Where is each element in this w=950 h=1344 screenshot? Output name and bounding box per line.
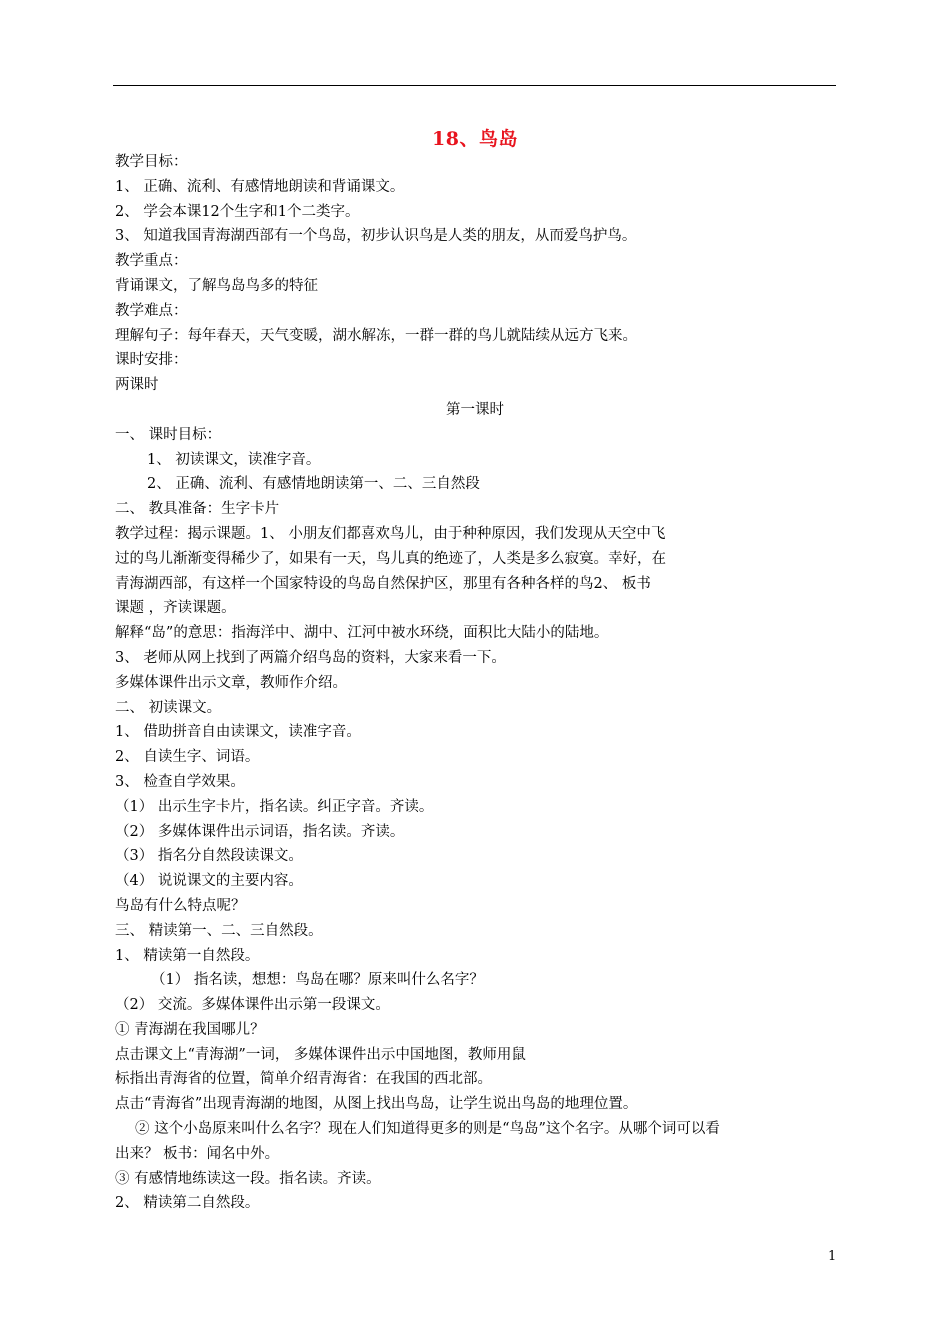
body-line: 3、 知道我国青海湖西部有一个鸟岛，初步认识鸟是人类的朋友，从而爱鸟护鸟。 — [115, 228, 637, 245]
body-line: 第一课时 — [446, 401, 504, 418]
body-line: 2、 自读生字、词语。 — [115, 749, 260, 766]
body-line: 标指出青海省的位置，简单介绍青海省：在我国的西北部。 — [115, 1071, 492, 1088]
body-line: 1、 正确、流利、有感情地朗读和背诵课文。 — [115, 178, 405, 195]
body-line: 鸟岛有什么特点呢？ — [115, 897, 246, 914]
body-line: 过的鸟儿渐渐变得稀少了，如果有一天，鸟儿真的绝迹了，人类是多么寂寞。幸好，在 — [115, 550, 666, 567]
body-line: 两课时 — [115, 377, 159, 394]
body-line: 点击“青海省”出现青海湖的地图，从图上找出鸟岛，让学生说出鸟岛的地理位置。 — [115, 1096, 638, 1113]
body-line: （3） 指名分自然段读课文。 — [115, 848, 303, 865]
body-line: （2） 多媒体课件出示词语，指名读。齐读。 — [115, 823, 405, 840]
body-line: 解释“岛”的意思：指海洋中、湖中、江河中被水环绕，面积比大陆小的陆地。 — [115, 625, 609, 642]
body-line: 二、 教具准备：生字卡片 — [115, 501, 280, 518]
body-line: ③ 有感情地练读这一段。指名读。齐读。 — [115, 1170, 381, 1187]
body-line: 教学重点： — [115, 253, 188, 270]
body-line: （4） 说说课文的主要内容。 — [115, 873, 303, 890]
body-line: 青海湖西部，有这样一个国家特设的鸟岛自然保护区，那里有各种各样的鸟2、 板书 — [115, 575, 651, 592]
body-line: 教学目标： — [115, 154, 188, 170]
body-line: 2、 学会本课12个生字和1个二类字。 — [115, 203, 360, 220]
body-line: 点击课文上“青海湖”一词， 多媒体课件出示中国地图，教师用鼠 — [115, 1046, 526, 1063]
body-line: 出来？ 板书：闻名中外。 — [115, 1145, 280, 1162]
body-line: 三、 精读第一、二、三自然段。 — [115, 922, 323, 939]
body-line: 3、 检查自学效果。 — [115, 773, 245, 790]
document-title: 18、鸟岛 — [432, 128, 518, 150]
body-line: 2、 精读第二自然段。 — [115, 1195, 260, 1212]
body-line: 背诵课文，了解鸟岛鸟多的特征 — [115, 277, 318, 294]
body-line: （1） 出示生字卡片，指名读。纠正字音。齐读。 — [115, 798, 434, 815]
page-number: 1 — [828, 1249, 837, 1264]
body-line: ① 青海湖在我国哪儿？ — [115, 1021, 265, 1038]
body-line: ② 这个小岛原来叫什么名字？现在人们知道得更多的则是“鸟岛”这个名字。从哪个词可以看 — [135, 1121, 720, 1138]
body-line: 多媒体课件出示文章，教师作介绍。 — [115, 674, 347, 691]
body-line: （1） 指名读，想想：鸟岛在哪？原来叫什么名字？ — [151, 972, 484, 989]
document-body — [115, 150, 835, 1216]
body-line: 2、 正确、流利、有感情地朗读第一、二、三自然段 — [147, 476, 480, 493]
body-line: 3、 老师从网上找到了两篇介绍鸟岛的资料，大家来看一下。 — [115, 649, 506, 666]
body-line: 教学过程：揭示课题。1、 小朋友们都喜欢鸟儿，由于种种原因，我们发现从天空中飞 — [115, 525, 666, 542]
body-line: 课题 ，齐读课题。 — [115, 600, 236, 617]
body-line: （2） 交流。多媒体课件出示第一段课文。 — [115, 997, 390, 1014]
body-line: 二、 初读课文。 — [115, 699, 222, 716]
body-line: 1、 精读第一自然段。 — [115, 947, 260, 964]
body-line: 1、 借助拼音自由读课文，读准字音。 — [115, 724, 361, 741]
body-line: 教学难点： — [115, 302, 188, 319]
body-line: 理解句子：每年春天，天气变暖，湖水解冻，一群一群的鸟儿就陆续从远方飞来。 — [115, 327, 637, 344]
body-line: 1、 初读课文，读准字音。 — [147, 451, 321, 468]
body-line: 课时安排： — [115, 352, 188, 369]
body-line: 一、 课时目标： — [115, 426, 222, 443]
header-rule — [113, 85, 836, 86]
